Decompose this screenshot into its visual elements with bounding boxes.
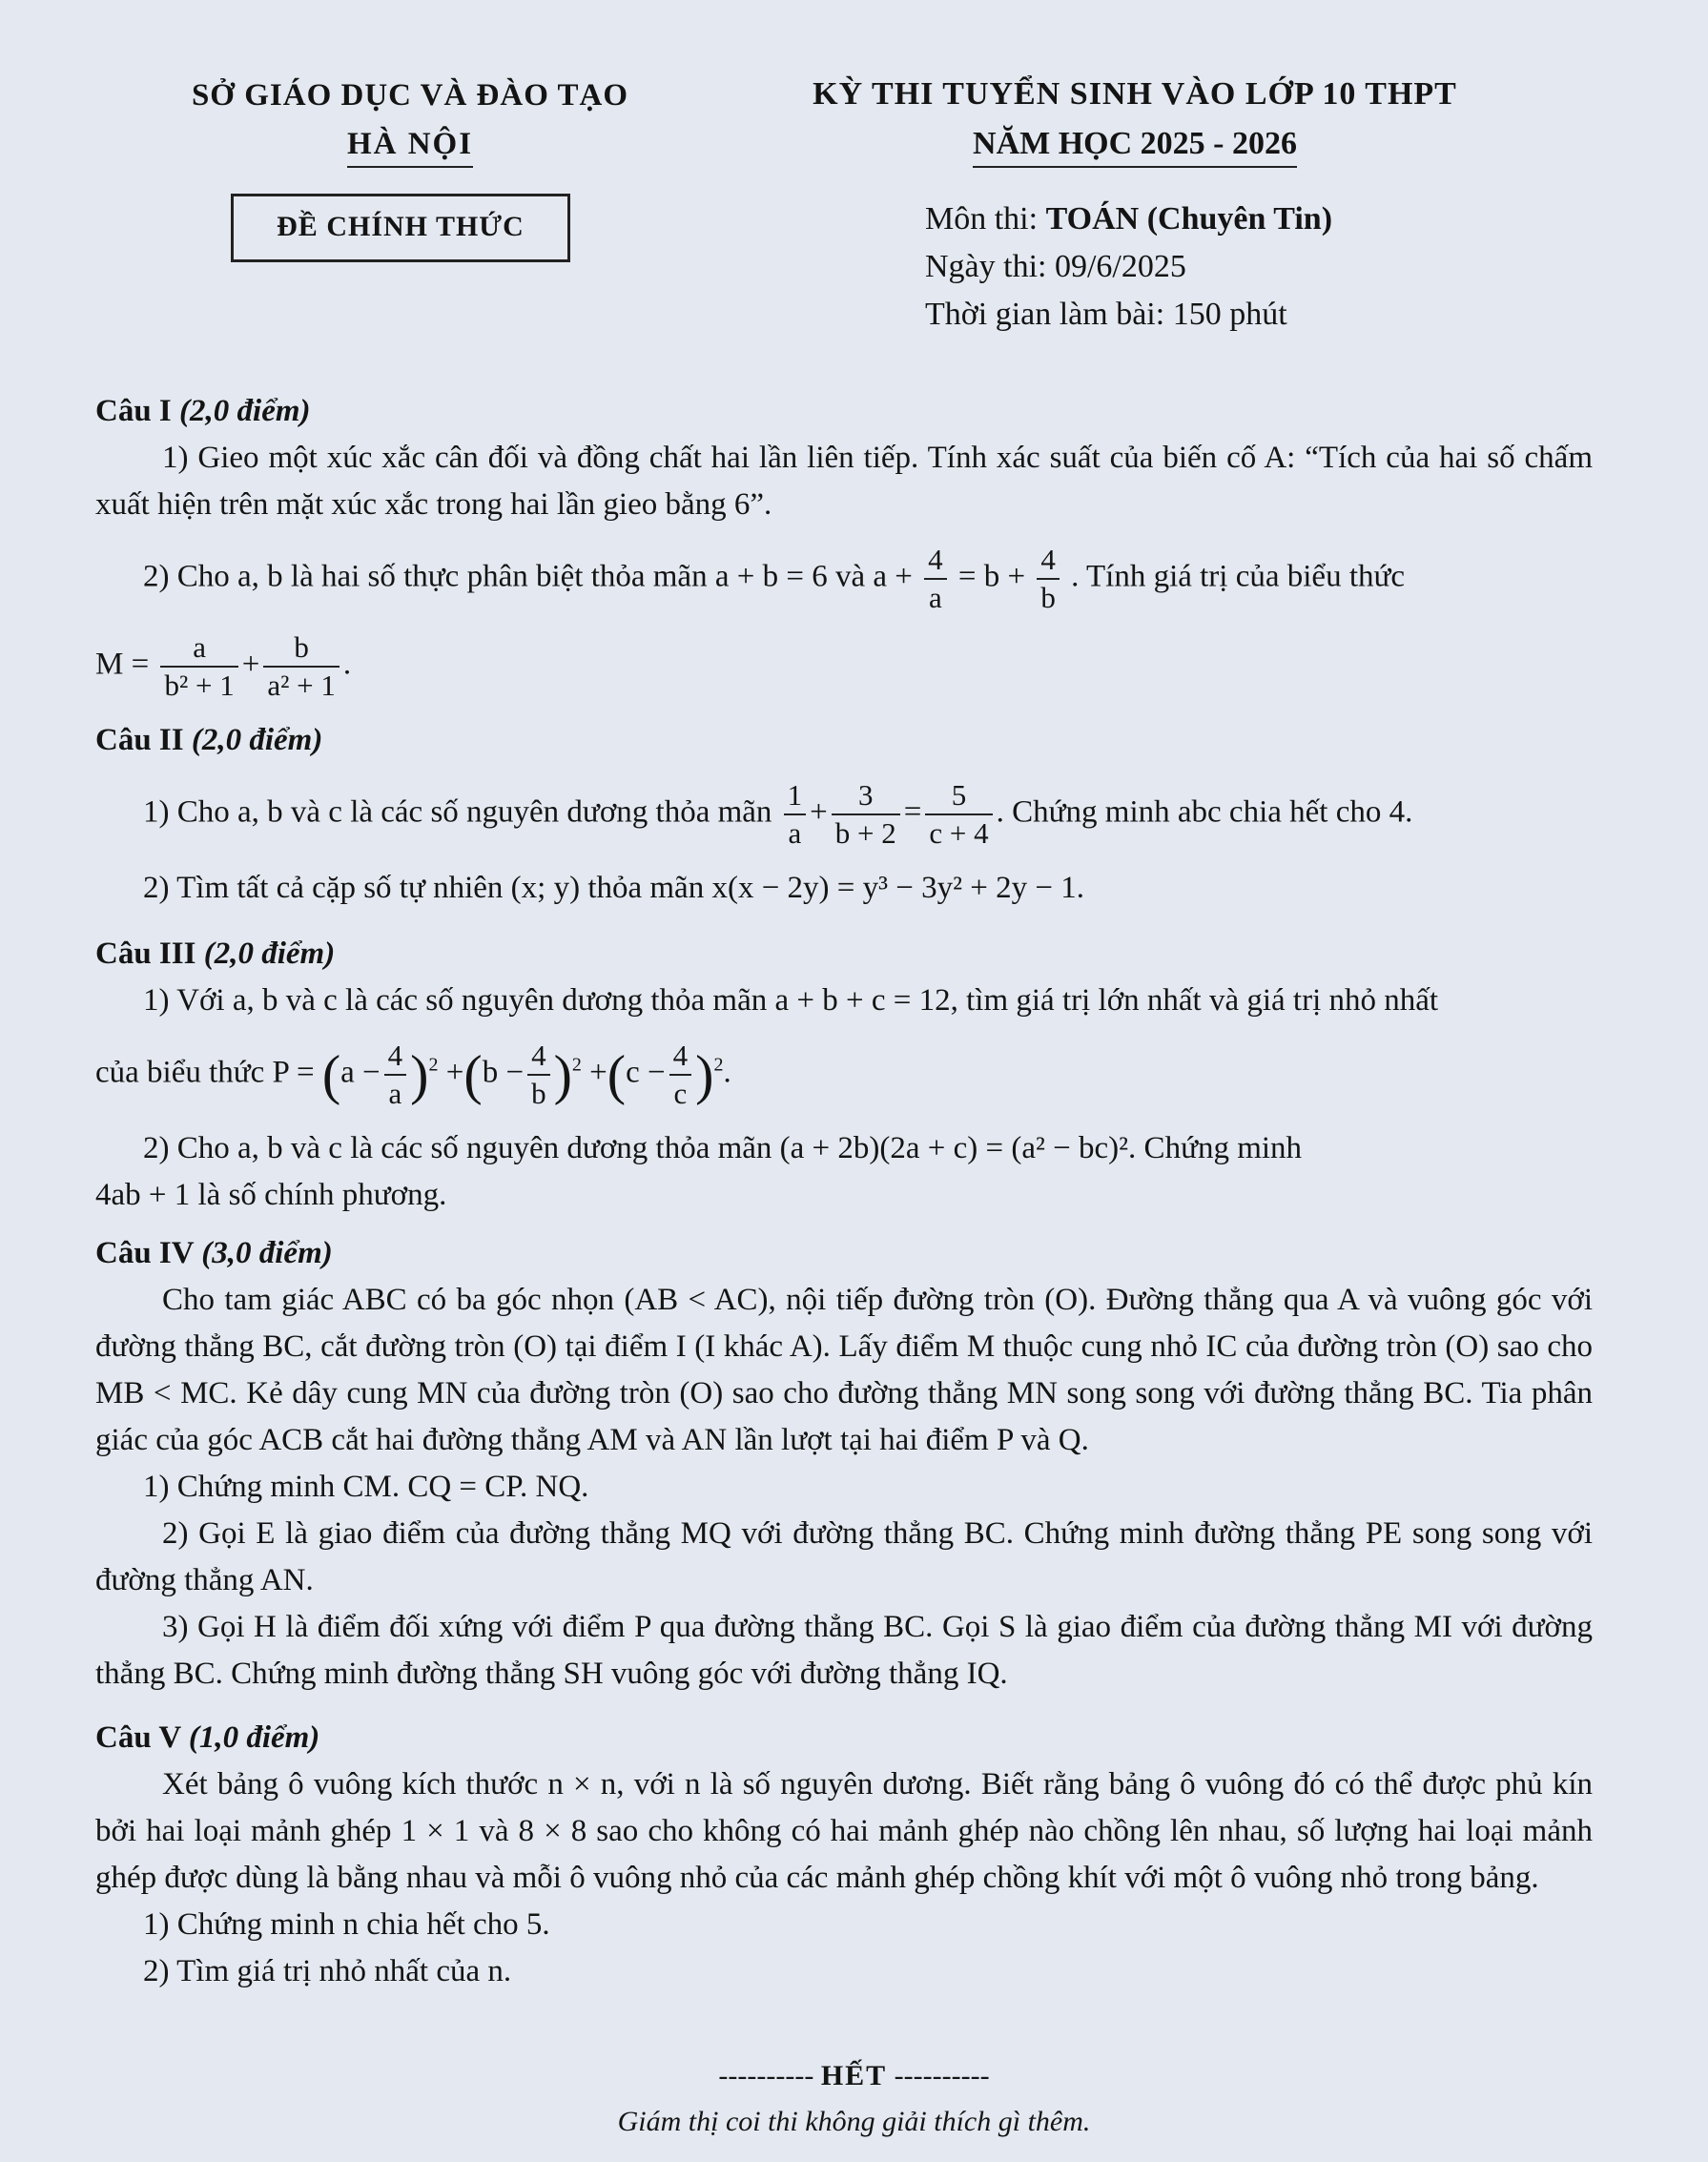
official-stamp: ĐỀ CHÍNH THỨC <box>231 194 570 262</box>
section-4-title: Câu IV (3,0 điểm) <box>95 1236 333 1270</box>
q4-part1: 1) Chứng minh CM. CQ = CP. NQ. <box>143 1470 589 1504</box>
q3-expression-p: của biểu thức P = (a − $\frac{4}{a}$ )$^2$ +(b − $\frac{4}{b}$ )$^2$ +(c − $\frac{4}{c}$ )$^2$. <box>95 1039 731 1110</box>
q1-expression-m: M = $\frac{a}{\text{b² + 1}}$ + $\frac{b}{\text{a² + 1}}$ . <box>95 630 352 702</box>
fraction: $\frac{a}{\text{b² + 1}}$ <box>160 629 237 704</box>
q4-part3: 3) Gọi H là điểm đối xứng với điểm P qua đường thẳng BC. Gọi S là giao điểm của đường thẳng MI với đường thẳng BC. Chứng minh đường thẳng SH vuông góc với đường thẳng IQ. <box>95 1610 1593 1691</box>
q5-part2: 2) Tìm giá trị nhỏ nhất của n. <box>143 1954 512 1988</box>
subject-line: Môn thi: TOÁN (Chuyên Tin) <box>925 201 1333 237</box>
header-right <box>706 76 1564 168</box>
q1-part2: 2) Cho a, b là hai số thực phân biệt thỏa mãn a + b = 6 và a + $\frac{4}{a}$ = b + $\frac{4}{b}$ . Tính giá trị của biểu thức <box>143 543 1406 614</box>
section-3-title: Câu III (2,0 điểm) <box>95 937 336 971</box>
exam-body <box>95 377 1593 1995</box>
section-2-title: Câu II (2,0 điểm) <box>95 723 323 757</box>
section-5-title: Câu V (1,0 điểm) <box>95 1720 320 1755</box>
header-left <box>162 78 658 168</box>
q4-part2: 2) Gọi E là giao điểm của đường thẳng MQ với đường thẳng BC. Chứng minh đường thẳng PE song song với đường thẳng AN. <box>95 1516 1593 1597</box>
fraction: $\frac{1}{a}$ <box>784 777 807 852</box>
fraction: $\frac{3}{b + 2}$ <box>832 777 900 852</box>
section-1-title: Câu I (2,0 điểm) <box>95 394 311 428</box>
school-year: NĂM HỌC 2025 - 2026 <box>973 126 1297 168</box>
city-name: HÀ NỘI <box>347 127 473 168</box>
q3-part2-cont: 4ab + 1 là số chính phương. <box>95 1178 447 1212</box>
fraction: $\frac{b}{\text{a² + 1}}$ <box>263 629 340 704</box>
fraction: $\frac{5}{c + 4}$ <box>925 777 992 852</box>
q5-intro: Xét bảng ô vuông kích thước n × n, với n là số nguyên dương. Biết rằng bảng ô vuông đó có thể được phủ kín bởi hai loại mảnh ghép 1 × 1 và 8 × 8 sao cho không có hai mảnh ghép nào chồng lên nhau, số lượng hai loại mảnh ghép được dùng là bằng nhau và mỗi ô vuông nhỏ của các mảnh ghép chồng khít với một ô vuông nhỏ trong bảng. <box>95 1767 1593 1895</box>
q2-part2: 2) Tìm tất cả cặp số tự nhiên (x; y) thỏa mãn x(x − 2y) = y³ − 3y² + 2y − 1. <box>143 871 1085 905</box>
q3-part2: 2) Cho a, b và c là các số nguyên dương thỏa mãn (a + 2b)(2a + c) = (a² − bc)². Chứng minh <box>143 1131 1303 1165</box>
exam-date: Ngày thi: 09/6/2025 <box>925 249 1186 284</box>
department-name: SỞ GIÁO DỤC VÀ ĐÀO TẠO <box>191 78 629 113</box>
fraction: $\frac{4}{b}$ <box>527 1038 550 1112</box>
q4-intro: Cho tam giác ABC có ba góc nhọn (AB < AC), nội tiếp đường tròn (O). Đường thẳng qua A và vuông góc với đường thẳng BC, cắt đường tròn (O) tại điểm I (I khác A). Lấy điểm M thuộc cung nhỏ IC của đường tròn (O) sao cho MB < MC. Kẻ dây cung MN của đường tròn (O) sao cho đường thẳng MN song song với đường thẳng BC. Tia phân giác của góc ACB cắt hai đường thẳng AM và AN lần lượt tại hai điểm P và Q. <box>95 1283 1593 1457</box>
fraction: $\frac{4}{c}$ <box>669 1038 692 1112</box>
end-marker: ---------- HẾT ---------- <box>718 2060 990 2091</box>
exam-meta <box>925 196 1332 339</box>
subject-value: TOÁN (Chuyên Tin) <box>1045 201 1333 237</box>
q2-part1: 1) Cho a, b và c là các số nguyên dương thỏa mãn $\frac{1}{a}$ + $\frac{3}{b + 2}$ = $\frac{5}{c + 4}$ . Chứng minh abc chia hết cho 4. <box>143 778 1413 850</box>
q3-part1: 1) Với a, b và c là các số nguyên dương thỏa mãn a + b + c = 12, tìm giá trị lớn nhất và giá trị nhỏ nhất <box>143 983 1439 1018</box>
q1-part1: 1) Gieo một xúc xắc cân đối và đồng chất hai lần liên tiếp. Tính xác suất của biến cố A: “Tích của hai số chấm xuất hiện trên mặt xúc xắc trong hai lần gieo bằng 6”. <box>95 441 1593 522</box>
exam-title: KỲ THI TUYỂN SINH VÀO LỚP 10 THPT <box>813 76 1457 112</box>
fraction: $\frac{4}{a}$ <box>924 542 947 616</box>
exam-duration: Thời gian làm bài: 150 phút <box>925 297 1287 332</box>
proctor-note: Giám thị coi thi không giải thích gì thêm. <box>617 2106 1091 2137</box>
fraction: $\frac{4}{b}$ <box>1037 542 1060 616</box>
fraction: $\frac{4}{a}$ <box>384 1038 407 1112</box>
q5-part1: 1) Chứng minh n chia hết cho 5. <box>143 1907 550 1942</box>
